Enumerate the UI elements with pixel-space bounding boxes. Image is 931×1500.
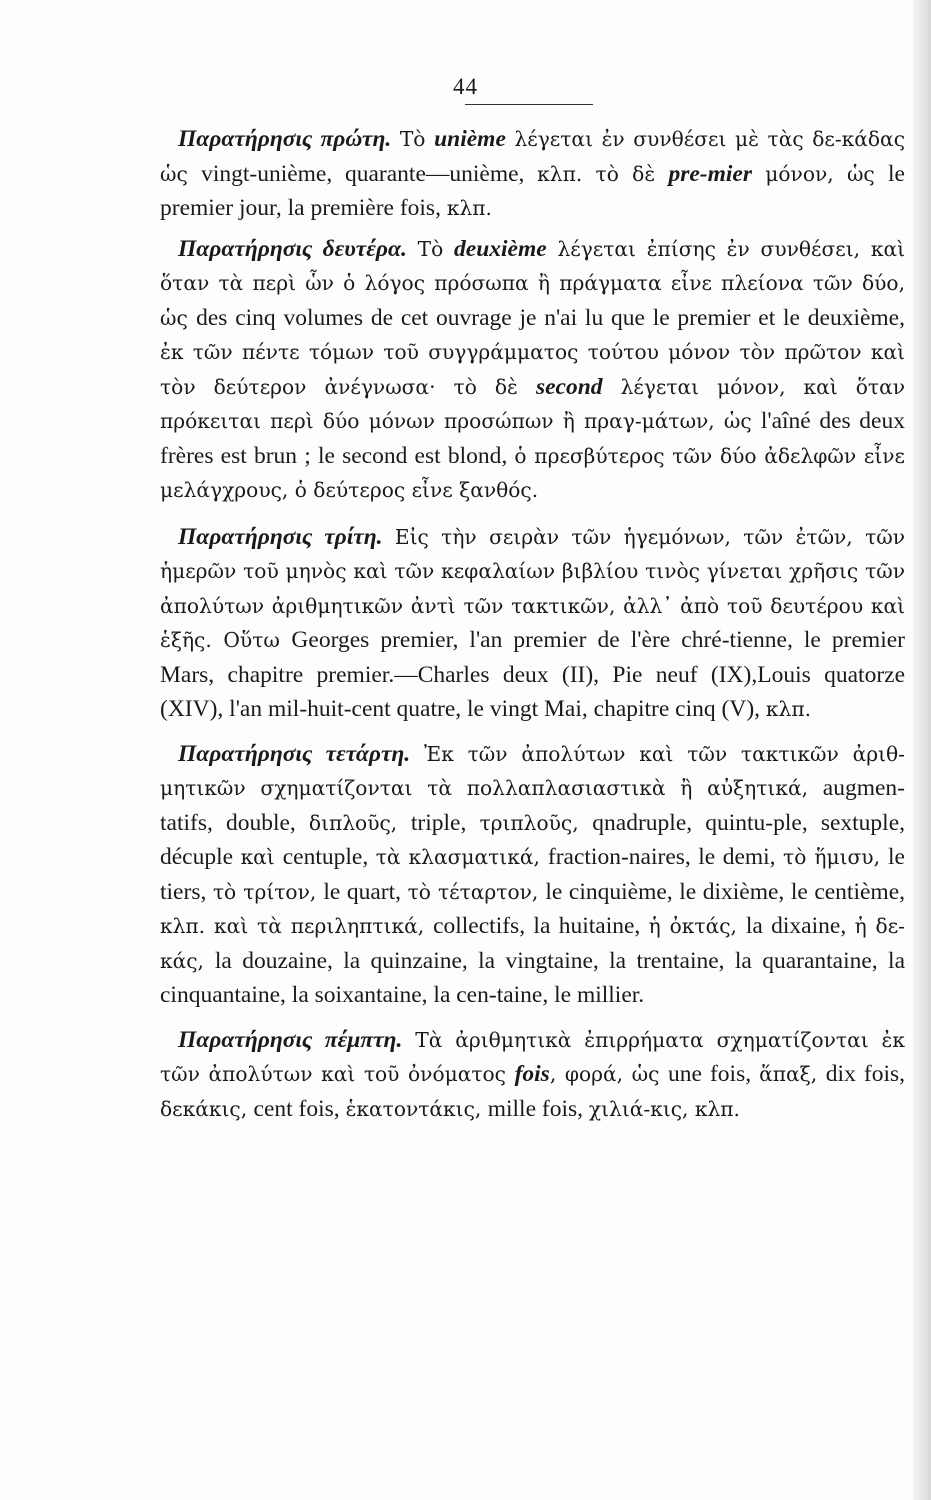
- french-text: la dixaine,: [745, 913, 855, 939]
- header-rule: [465, 104, 593, 105]
- greek-text: λέγεται μόνον, καὶ ὅταν πρόκειται περὶ δύο μόνων προσώπων ἢ πραγ-μάτων, ὡς: [160, 374, 905, 433]
- french-text: augmen-tatifs, double,: [160, 775, 905, 836]
- greek-text: τὸ τέταρτον,: [407, 879, 546, 904]
- paragraph-remark-second: [160, 232, 905, 508]
- french-text: Georges premier, l'an premier de l'ère chré-tienne, le premier Mars, chapitre premier.—Charles deux (II), Pie neuf (IX),Louis quatorze (XIV), l'an mil-huit-cent quatre, le vingt Mai, chapitre cinq (V),: [160, 627, 905, 722]
- greek-text: δεκάκις,: [160, 1096, 254, 1121]
- french-text: une fois,: [667, 1061, 760, 1087]
- greek-text: καὶ: [240, 845, 283, 869]
- page-binding-edge: [913, 0, 931, 1500]
- paragraph-heading: Παρατήρησις δευτέρα.: [178, 235, 407, 262]
- greek-text: διπλοῦς,: [308, 810, 411, 835]
- paragraph-remark-first: [160, 122, 905, 226]
- greek-text: τὰ κλασματικά,: [375, 845, 548, 869]
- french-text: le cinquième, le dixième, le centième,: [545, 878, 906, 905]
- greek-text: Τὸ: [406, 236, 455, 261]
- french-text: triple,: [410, 809, 480, 836]
- paragraph-heading: Παρατήρησις τρίτη.: [178, 523, 383, 550]
- greek-text: τριπλοῦς,: [479, 810, 593, 835]
- greek-text: χιλιά-κις, κλπ.: [588, 1096, 740, 1121]
- greek-text: Ἐκ τῶν ἀπολύτων καὶ τῶν τακτικῶν ἀριθ-μητικῶν σχηματίζονται τὰ πολλαπλασιαστικὰ ἢ αὐξητικά,: [160, 741, 905, 800]
- french-text: mille fois,: [487, 1095, 589, 1122]
- french-text: qnadruple, quintu-ple, sextuple, décuple: [160, 809, 906, 870]
- greek-text: ἑκατοντάκις,: [345, 1096, 488, 1121]
- emphasized-term: deuxième: [454, 235, 547, 262]
- greek-text: ἡ ὀκτάς,: [648, 914, 746, 938]
- emphasized-term: second: [535, 373, 603, 400]
- french-text: fraction-naires, le demi,: [547, 844, 784, 870]
- page-number: 44: [453, 74, 478, 99]
- french-text: le premier jour, la première fois,: [160, 160, 905, 221]
- greek-text: ἅπαξ,: [759, 1062, 826, 1086]
- emphasized-term: unième: [434, 126, 506, 152]
- paragraph-body: [160, 236, 905, 504]
- paragraph-remark-fifth: [160, 1023, 905, 1127]
- french-text: des cinq volumes de cet ouvrage je n'ai lu que le premier et le deuxième,: [196, 304, 905, 331]
- body-text: [160, 122, 905, 1126]
- greek-text: κλπ.: [765, 697, 812, 721]
- french-text: le tiers,: [160, 844, 905, 905]
- emphasized-term: fois: [514, 1061, 550, 1087]
- greek-text: ἡ δε-κάς,: [160, 914, 905, 973]
- greek-text: κλπ. τὸ δὲ: [537, 161, 669, 186]
- paragraph-remark-fourth: [160, 737, 905, 1013]
- greek-text: Εἰς τὴν σειρὰν τῶν ἡγεμόνων, τῶν ἐτῶν, τῶν ἡμερῶν τοῦ μηνὸς καὶ τῶν κεφαλαίων βιβλίου τινὸς γίνεται χρῆσις τῶν ἀπολύτων ἀριθμητικῶν ἀντὶ τῶν τακτικῶν, ἀλλ᾿ ἀπὸ τοῦ δευτέρου καὶ ἑξῆς. Οὕτω: [160, 524, 905, 652]
- french-text: dix fois,: [825, 1061, 905, 1087]
- paragraph-remark-third: [160, 520, 905, 727]
- greek-text: λέγεται ἐν συνθέσει μὲ τὰς δε-κάδας ὡς: [160, 127, 906, 186]
- french-text: cent fois,: [253, 1095, 346, 1122]
- greek-text: τὸ τρίτον,: [212, 879, 324, 904]
- greek-text: λέγεται ἐπίσης ἐν συνθέσει, καὶ ὅταν τὰ περὶ ὧν ὁ λόγος πρόσωπα ἢ πράγματα εἶνε πλείονα τῶν δύο, ὡς: [160, 236, 905, 330]
- paragraph-body: [160, 741, 905, 1009]
- french-text: l'aîné des deux frères est brun ; le second est blond,: [160, 408, 905, 469]
- french-text: le quart,: [323, 878, 408, 905]
- greek-text: Τὸ: [391, 127, 435, 151]
- greek-text: ἐκ τῶν πέντε τόμων τοῦ συγγράμματος τούτου μόνον τὸν πρῶτον καὶ τὸν δεύτερον ἀνέγνωσα· τὸ δὲ: [160, 340, 905, 399]
- greek-text: , φορά, ὡς: [549, 1062, 668, 1086]
- greek-text: κλπ. καὶ τὰ περιληπτικά,: [160, 914, 434, 938]
- greek-text: τὸ ἥμισυ,: [783, 845, 889, 869]
- french-text: collectifs, la huitaine,: [433, 913, 649, 939]
- french-text: la douzaine, la quinzaine, la vingtaine, la trentaine, la quarantaine, la cinquantaine, la soixantaine, la cen-taine, le millier.: [160, 947, 905, 1008]
- french-text: vingt-unième, quarante—unième,: [201, 160, 538, 187]
- greek-text: ὁ πρεσβύτερος τῶν δύο ἀδελφῶν εἶνε μελάγχρους, ὁ δεύτερος εἶνε ξανθός.: [160, 443, 905, 502]
- paragraph-body: [160, 524, 905, 723]
- paragraph-heading: Παρατήρησις πέμπτη.: [178, 1026, 403, 1053]
- french-text: centuple,: [282, 844, 376, 870]
- greek-text: κλπ.: [446, 196, 492, 220]
- paragraph-heading: Παρατήρησις πρώτη.: [178, 126, 392, 152]
- paragraph-heading: Παρατήρησις τετάρτη.: [178, 740, 411, 767]
- greek-text: Τὰ ἀριθμητικὰ ἐπιρρήματα σχηματίζονται ἐκ τῶν ἀπολύτων καὶ τοῦ ὀνόματος: [160, 1027, 905, 1086]
- greek-text: μόνον, ὡς: [752, 161, 889, 186]
- emphasized-term: pre-mier: [668, 160, 752, 187]
